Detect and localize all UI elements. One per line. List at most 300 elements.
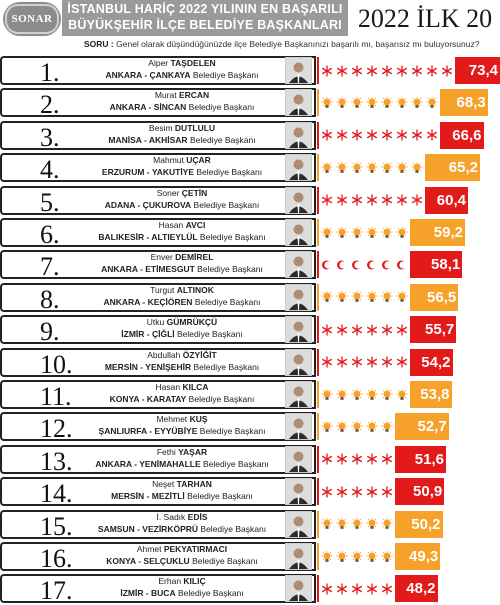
- score-value: 50,9: [413, 483, 443, 501]
- ranking-row: [0, 540, 500, 573]
- mayor-role: Belediye Başkanı: [197, 264, 263, 275]
- mayor-first-name: Alper: [148, 58, 169, 68]
- title-line-2: BÜYÜKŞEHİR İLÇE BELEDİYE BAŞKANLARI: [68, 18, 342, 32]
- mayor-surname: KILIÇ: [183, 576, 206, 587]
- mayor-first-name: Erhan: [158, 576, 182, 587]
- six-arrows-emblem-icon: [336, 129, 348, 141]
- score-value: 58,1: [431, 256, 461, 274]
- mayor-district: [84, 263, 280, 275]
- mayor-district: [84, 101, 280, 113]
- bulb-emblem-icon: [336, 421, 348, 433]
- six-arrows-emblem-icon: [366, 453, 378, 465]
- six-arrows-emblem-icon: [441, 65, 453, 77]
- district-location: ANKARA - SİNCAN: [109, 102, 187, 113]
- avatar-icon: [286, 155, 311, 180]
- mayor-first-name: Enver: [150, 252, 173, 263]
- bulb-emblem-icon: [381, 389, 393, 401]
- mayor-surname: YAŞAR: [178, 446, 208, 457]
- ranking-row: [0, 378, 500, 411]
- bulb-emblem-icon: [336, 389, 348, 401]
- six-arrows-emblem-icon: [321, 65, 333, 77]
- rank-box: [0, 477, 84, 509]
- crescent-emblem-icon: [396, 259, 408, 271]
- bulb-emblem-icon: [426, 97, 438, 109]
- mayor-photo: [285, 349, 312, 376]
- bulb-emblem-icon: [351, 389, 363, 401]
- six-arrows-emblem-icon: [381, 194, 393, 206]
- bulb-emblem-icon: [351, 162, 363, 174]
- bulb-emblem-icon: [411, 162, 423, 174]
- party-emblems: [319, 349, 410, 376]
- bulb-emblem-icon: [321, 97, 333, 109]
- district-location: İZMİR - BUCA: [120, 588, 176, 599]
- crescent-emblem-icon: [366, 259, 378, 271]
- mayor-photo: [285, 122, 312, 149]
- mayor-name: [84, 220, 280, 231]
- avatar-icon: [286, 479, 311, 504]
- mayor-info: [84, 153, 316, 182]
- six-arrows-emblem-icon: [351, 583, 363, 595]
- bulb-emblem-icon: [366, 389, 378, 401]
- bulb-emblem-icon: [366, 227, 378, 239]
- mayor-first-name: Neşet: [152, 479, 175, 490]
- bulb-emblem-icon: [381, 551, 393, 563]
- mayor-surname: TAŞDELEN: [170, 58, 216, 68]
- district-location: ADANA - ÇUKUROVA: [104, 199, 192, 210]
- party-emblems: [319, 381, 410, 408]
- mayor-first-name: Soner: [156, 187, 180, 198]
- bulb-emblem-icon: [366, 421, 378, 433]
- mayor-first-name: Abdullah: [147, 349, 181, 360]
- six-arrows-emblem-icon: [351, 129, 363, 141]
- mayor-name: [84, 252, 280, 263]
- bulb-emblem-icon: [381, 518, 393, 530]
- score-value: 55,7: [425, 321, 455, 339]
- six-arrows-emblem-icon: [396, 129, 408, 141]
- mayor-first-name: Ahmet: [136, 544, 162, 554]
- mayor-surname: ÖZYİĞİT: [182, 349, 217, 360]
- rank-box: [0, 315, 84, 347]
- ranking-row: [0, 86, 500, 119]
- score-value: 68,3: [456, 94, 486, 112]
- mayor-photo: [285, 154, 312, 181]
- rank-number: 5.: [40, 187, 60, 217]
- bulb-emblem-icon: [396, 162, 408, 174]
- rank-box: [0, 218, 84, 247]
- mayor-surname: KILCA: [182, 382, 209, 392]
- avatar-icon: [286, 317, 311, 342]
- score-value: 51,6: [414, 450, 444, 468]
- avatar-icon: [286, 576, 311, 601]
- mayor-district: [84, 490, 280, 502]
- bulb-emblem-icon: [381, 97, 393, 109]
- mayor-surname: UÇAR: [186, 155, 211, 166]
- rank-box: [0, 348, 84, 377]
- mayor-first-name: Hasan: [155, 382, 181, 392]
- mayor-surname: EDİS: [187, 511, 208, 522]
- score-value: 73,4: [468, 62, 498, 79]
- ranking-row: [0, 410, 500, 443]
- bulb-emblem-icon: [336, 97, 348, 109]
- mayor-surname: KUŞ: [189, 414, 208, 425]
- mayor-photo: [285, 575, 312, 602]
- rank-number: 1.: [40, 58, 60, 87]
- mayor-first-name: Fethi: [156, 446, 176, 457]
- six-arrows-emblem-icon: [396, 356, 408, 368]
- mayor-district: [84, 328, 280, 340]
- bulb-emblem-icon: [381, 227, 393, 239]
- six-arrows-emblem-icon: [336, 453, 348, 465]
- mayor-name: [84, 479, 280, 490]
- rank-box: [0, 412, 84, 444]
- mayor-info: [84, 445, 316, 474]
- score-value: 53,8: [420, 386, 450, 403]
- mayor-name: [84, 576, 280, 587]
- six-arrows-emblem-icon: [396, 194, 408, 206]
- rank-box: [0, 283, 84, 312]
- six-arrows-emblem-icon: [366, 194, 378, 206]
- six-arrows-emblem-icon: [426, 65, 438, 77]
- avatar-icon: [286, 90, 311, 115]
- district-location: ERZURUM - YAKUTİYE: [101, 167, 195, 178]
- ranking-row: [0, 151, 500, 184]
- six-arrows-emblem-icon: [336, 324, 348, 336]
- six-arrows-emblem-icon: [321, 129, 333, 141]
- six-arrows-emblem-icon: [321, 194, 333, 206]
- party-emblems: [319, 154, 425, 181]
- rank-number: 17.: [40, 576, 73, 605]
- bulb-emblem-icon: [366, 551, 378, 563]
- mayor-role: Belediye Başkanı: [177, 588, 244, 599]
- mayor-first-name: Utku: [146, 317, 165, 328]
- crescent-emblem-icon: [321, 259, 333, 271]
- score-value: 50,2: [411, 515, 441, 533]
- bulb-emblem-icon: [351, 97, 363, 109]
- six-arrows-emblem-icon: [426, 129, 438, 141]
- party-emblems: [319, 446, 395, 473]
- district-location: ANKARA - KEÇİÖREN: [103, 296, 193, 307]
- rank-number: 15.: [40, 511, 73, 541]
- rank-number: 2.: [40, 90, 60, 120]
- bulb-emblem-icon: [336, 518, 348, 530]
- avatar-icon: [286, 350, 311, 375]
- party-emblems: [319, 511, 395, 538]
- mayor-role: Belediye Başkanı: [187, 491, 253, 502]
- mayor-name: [84, 350, 280, 361]
- mayor-photo: [285, 413, 312, 440]
- mayor-name: [84, 447, 280, 458]
- avatar-icon: [286, 252, 311, 277]
- six-arrows-emblem-icon: [321, 583, 333, 595]
- six-arrows-emblem-icon: [321, 453, 333, 465]
- bulb-emblem-icon: [321, 227, 333, 239]
- ranking-row: [0, 313, 500, 346]
- rank-number: 9.: [40, 317, 60, 347]
- mayor-district: [84, 231, 280, 243]
- mayor-role: Belediye Başkanı: [188, 394, 255, 404]
- district-location: İZMİR - ÇİĞLİ: [121, 329, 175, 340]
- rank-number: 6.: [40, 220, 60, 249]
- mayor-surname: TARHAN: [176, 479, 212, 490]
- mayor-role: Belediye Başkanı: [188, 102, 255, 113]
- mayor-district: [84, 199, 280, 211]
- bulb-emblem-icon: [381, 421, 393, 433]
- party-emblems: [319, 89, 440, 116]
- survey-question: [84, 39, 496, 49]
- mayor-photo: [285, 446, 312, 473]
- bulb-emblem-icon: [321, 162, 333, 174]
- mayor-first-name: İ. Sadık: [156, 511, 186, 522]
- six-arrows-emblem-icon: [351, 194, 363, 206]
- rank-number: 4.: [40, 155, 60, 185]
- mayor-name: [84, 155, 280, 166]
- six-arrows-emblem-icon: [336, 356, 348, 368]
- mayor-info: [84, 380, 316, 409]
- mayor-district: [84, 134, 280, 146]
- six-arrows-emblem-icon: [366, 356, 378, 368]
- mayor-name: [84, 512, 280, 523]
- six-arrows-emblem-icon: [351, 486, 363, 498]
- score-value: 60,4: [436, 191, 466, 209]
- rank-box: [0, 56, 84, 85]
- mayor-district: [84, 296, 280, 308]
- ranking-row: [0, 184, 500, 217]
- rank-box: [0, 250, 84, 282]
- avatar-icon: [286, 544, 311, 569]
- six-arrows-emblem-icon: [381, 583, 393, 595]
- ranking-row: [0, 346, 500, 379]
- party-emblems: [319, 575, 395, 602]
- mayor-district: [84, 361, 280, 373]
- avatar-icon: [286, 512, 311, 537]
- bulb-emblem-icon: [396, 97, 408, 109]
- crescent-emblem-icon: [336, 259, 348, 271]
- mayor-district: [84, 69, 280, 81]
- avatar-icon: [286, 447, 311, 472]
- mayor-role: Belediye Başkanı: [199, 232, 266, 242]
- mayor-district: [84, 458, 280, 470]
- district-location: ANKARA - ETİMESGUT: [101, 264, 195, 275]
- mayor-role: Belediye Başkanı: [200, 523, 267, 534]
- rank-number: 11.: [40, 382, 72, 411]
- mayor-info: [84, 121, 316, 150]
- six-arrows-emblem-icon: [366, 65, 378, 77]
- six-arrows-emblem-icon: [351, 356, 363, 368]
- mayor-district: [84, 166, 280, 178]
- six-arrows-emblem-icon: [336, 486, 348, 498]
- mayor-info: [84, 542, 316, 571]
- rank-box: [0, 510, 84, 539]
- avatar-icon: [286, 382, 311, 407]
- mayor-photo: [285, 478, 312, 505]
- district-location: MANİSA - AKHİSAR: [108, 134, 188, 145]
- score-value: 66,6: [452, 126, 482, 144]
- mayor-first-name: Hasan: [158, 220, 184, 230]
- mayor-name: [84, 58, 280, 69]
- mayor-district: [84, 523, 280, 535]
- six-arrows-emblem-icon: [366, 324, 378, 336]
- bulb-emblem-icon: [321, 518, 333, 530]
- mayor-photo: [285, 543, 312, 570]
- mayor-photo: [285, 251, 312, 278]
- party-emblems: [319, 57, 455, 84]
- six-arrows-emblem-icon: [336, 194, 348, 206]
- bulb-emblem-icon: [366, 291, 378, 303]
- mayor-role: Belediye Başkanı: [196, 167, 263, 178]
- bulb-emblem-icon: [351, 421, 363, 433]
- rank-box: [0, 542, 84, 571]
- mayor-info: [84, 510, 316, 539]
- score-value: 49,3: [409, 548, 439, 565]
- mayor-first-name: Besim: [148, 122, 173, 133]
- avatar-icon: [286, 123, 311, 148]
- avatar-icon: [286, 285, 311, 310]
- rank-number: 3.: [40, 122, 60, 152]
- mayor-name: [84, 317, 280, 328]
- mayor-role: Belediye Başkanı: [192, 70, 259, 80]
- score-value: 54,2: [421, 353, 451, 371]
- bulb-emblem-icon: [411, 97, 423, 109]
- district-location: BALIKESİR - ALTIEYLÜL: [98, 232, 198, 242]
- six-arrows-emblem-icon: [396, 324, 408, 336]
- mayor-role: Belediye Başkanı: [193, 199, 260, 210]
- bulb-emblem-icon: [336, 162, 348, 174]
- six-arrows-emblem-icon: [336, 65, 348, 77]
- rank-box: [0, 380, 84, 409]
- district-location: KONYA - KARATAY: [109, 394, 187, 404]
- party-emblems: [319, 284, 410, 311]
- bulb-emblem-icon: [366, 97, 378, 109]
- question-label: SORU :: [84, 39, 114, 49]
- bulb-emblem-icon: [336, 551, 348, 563]
- six-arrows-emblem-icon: [351, 65, 363, 77]
- party-emblems: [319, 219, 410, 246]
- bulb-emblem-icon: [351, 551, 363, 563]
- bulb-emblem-icon: [321, 291, 333, 303]
- six-arrows-emblem-icon: [321, 486, 333, 498]
- mayor-info: [84, 250, 316, 279]
- avatar-icon: [286, 220, 311, 245]
- mayor-name: [84, 414, 280, 425]
- mayor-photo: [285, 57, 312, 84]
- mayor-role: Belediye Başkanı: [192, 556, 258, 566]
- party-emblems: [319, 187, 425, 214]
- mayor-info: [84, 283, 316, 312]
- mayor-name: [84, 123, 280, 134]
- district-location: ANKARA - ÇANKAYA: [105, 70, 191, 80]
- bulb-emblem-icon: [351, 518, 363, 530]
- avatar-icon: [286, 188, 311, 213]
- party-emblems: [319, 122, 440, 149]
- rank-box: [0, 186, 84, 215]
- six-arrows-emblem-icon: [381, 324, 393, 336]
- mayor-role: Belediye Başkanı: [193, 361, 260, 372]
- mayor-name: [84, 285, 280, 296]
- mayor-district: [84, 425, 280, 437]
- six-arrows-emblem-icon: [336, 583, 348, 595]
- six-arrows-emblem-icon: [366, 486, 378, 498]
- score-value: 59,2: [433, 224, 463, 241]
- ranking-row: [0, 119, 500, 152]
- mayor-district: [84, 587, 280, 599]
- six-arrows-emblem-icon: [381, 65, 393, 77]
- header: [0, 0, 500, 38]
- mayor-surname: PEKYATIRMACI: [163, 544, 228, 554]
- score-value: 65,2: [448, 159, 478, 177]
- rank-number: 10.: [40, 349, 73, 379]
- mayor-name: [84, 382, 280, 393]
- mayor-first-name: Murat: [154, 90, 177, 101]
- mayor-info: [84, 186, 316, 215]
- mayor-photo: [285, 187, 312, 214]
- bulb-emblem-icon: [396, 389, 408, 401]
- mayor-surname: DEMİREL: [175, 252, 214, 263]
- bulb-emblem-icon: [321, 551, 333, 563]
- six-arrows-emblem-icon: [381, 486, 393, 498]
- ranking-row: [0, 248, 500, 281]
- district-location: MERSİN - YENİŞEHİR: [104, 361, 192, 372]
- mayor-photo: [285, 219, 312, 246]
- crescent-emblem-icon: [351, 259, 363, 271]
- mayor-surname: ALTINOK: [176, 284, 214, 295]
- mayor-info: [84, 574, 316, 603]
- mayor-info: [84, 348, 316, 377]
- party-emblems: [319, 413, 395, 440]
- district-location: MERSİN - MEZİTLİ: [111, 491, 185, 502]
- bulb-emblem-icon: [396, 227, 408, 239]
- mayor-info: [84, 218, 316, 247]
- mayor-photo: [285, 316, 312, 343]
- mayor-role: Belediye Başkanı: [194, 296, 261, 307]
- mayor-info: [84, 56, 316, 85]
- ranking-row: [0, 572, 500, 605]
- rank-number: 8.: [40, 284, 60, 314]
- title-line-1: İSTANBUL HARİÇ 2022 YILININ EN BAŞARILI: [67, 2, 343, 16]
- bulb-emblem-icon: [381, 291, 393, 303]
- rank-box: [0, 445, 84, 474]
- rank-number: 12.: [40, 414, 73, 444]
- six-arrows-emblem-icon: [381, 129, 393, 141]
- bulb-emblem-icon: [381, 162, 393, 174]
- ranking-row: [0, 216, 500, 249]
- party-emblems: [319, 251, 410, 278]
- rank-box: [0, 121, 84, 150]
- bulb-emblem-icon: [366, 162, 378, 174]
- mayor-first-name: Mehmet: [156, 414, 188, 425]
- rank-box: [0, 88, 84, 120]
- six-arrows-emblem-icon: [381, 453, 393, 465]
- mayor-info: [84, 412, 316, 441]
- rank-box: [0, 153, 84, 185]
- bulb-emblem-icon: [366, 518, 378, 530]
- mayor-info: [84, 88, 316, 117]
- sonar-logo: [3, 2, 61, 36]
- mayor-surname: GÜMRÜKÇÜ: [166, 317, 218, 328]
- mayor-role: Belediye Başkanı: [199, 426, 266, 437]
- rank-number: 13.: [40, 446, 73, 476]
- rank-number: 16.: [40, 544, 73, 573]
- score-value: 52,7: [417, 418, 447, 436]
- mayor-name: [84, 188, 280, 199]
- party-emblems: [319, 316, 410, 343]
- mayor-district: [84, 555, 280, 567]
- district-location: SAMSUN - VEZİRKÖPRÜ: [97, 523, 199, 534]
- six-arrows-emblem-icon: [381, 356, 393, 368]
- bulb-emblem-icon: [336, 291, 348, 303]
- ranking-row: [0, 281, 500, 314]
- mayor-photo: [285, 381, 312, 408]
- mayor-name: [84, 544, 280, 555]
